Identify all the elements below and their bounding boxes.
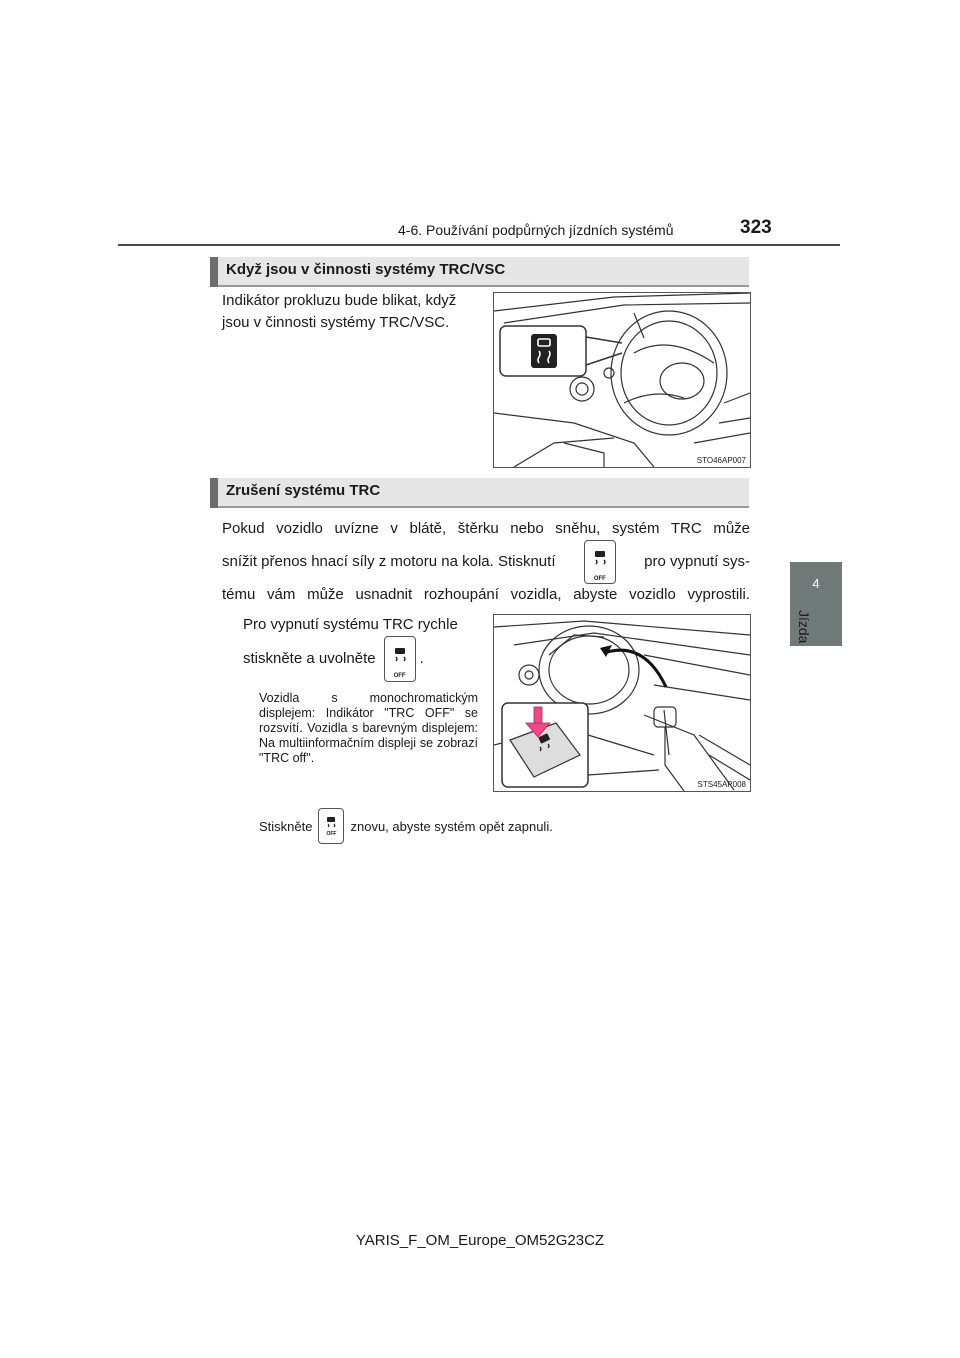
chapter-side-number: 4 — [812, 576, 820, 591]
section2-para-line1: Pokud vozidlo uvízne v blátě, štěrku nebo sněhu, systém TRC může — [222, 520, 750, 537]
trc-off-button-icon — [584, 540, 616, 584]
section1-body — [222, 290, 484, 334]
section-heading-trc-vsc-active — [210, 257, 749, 287]
console-illustration — [494, 615, 750, 791]
figure-trc-off-switch — [493, 614, 751, 792]
section2-para-line2-end: pro vypnutí sys- — [644, 553, 750, 570]
chapter-title: 4-6. Používání podpůrných jízdních systémů — [398, 222, 674, 238]
section2-para-line2-start: snížit přenos hnací síly z motoru na kola. Stisknutí — [222, 553, 556, 570]
chapter-side-label: Jízda — [796, 610, 812, 644]
section-heading-bar — [210, 257, 218, 287]
step-line1: Pro vypnutí systému TRC rychle — [243, 616, 458, 633]
page-number: 323 — [740, 217, 772, 238]
section-heading-text: Zrušení systému TRC — [226, 482, 381, 499]
trc-off-button-label: OFF — [593, 576, 606, 582]
figure-code: STS45AP008 — [697, 780, 746, 789]
section-heading-trc-disable — [210, 478, 749, 508]
display-note: Vozidla s monochromatickým displejem: Indikátor "TRC OFF" se rozsvítí. Vozidla s barevným displejem: Na multiinformačním displeji se zobrazí "TRC off". — [259, 691, 478, 765]
press-again-text-end: znovu, abyste systém opět zapnuli. — [350, 818, 553, 834]
dashboard-illustration — [494, 293, 750, 467]
section1-body-line1: Indikátor prokluzu bude blikat, když — [222, 292, 457, 309]
figure-slip-indicator-dashboard — [493, 292, 751, 468]
press-again-text-start: Stiskněte — [259, 818, 313, 834]
step-line2-period: . — [419, 650, 424, 667]
press-arrow-icon — [534, 707, 542, 725]
section2-para-line2 — [222, 540, 750, 584]
header-rule — [118, 244, 840, 246]
document-id: YARIS_F_OM_Europe_OM52G23CZ — [355, 1232, 605, 1249]
trc-off-button-label: OFF — [393, 673, 406, 679]
press-again-line — [259, 808, 749, 844]
trc-off-button-icon — [384, 636, 416, 682]
step-line2 — [243, 636, 485, 682]
section1-body-line2: jsou v činnosti systémy TRC/VSC. — [222, 314, 450, 331]
section-heading-text: Když jsou v činnosti systémy TRC/VSC — [226, 261, 506, 278]
step-line2-text: stiskněte a uvolněte — [243, 650, 376, 667]
section2-para-line3: tému vám může usnadnit rozhoupání vozidla, abyste vozidlo vyprostili. — [222, 586, 750, 603]
section-heading-bar — [210, 478, 218, 508]
trc-off-button-label: OFF — [326, 831, 337, 837]
figure-code: STO46AP007 — [696, 456, 746, 465]
trc-off-button-icon — [318, 808, 344, 844]
